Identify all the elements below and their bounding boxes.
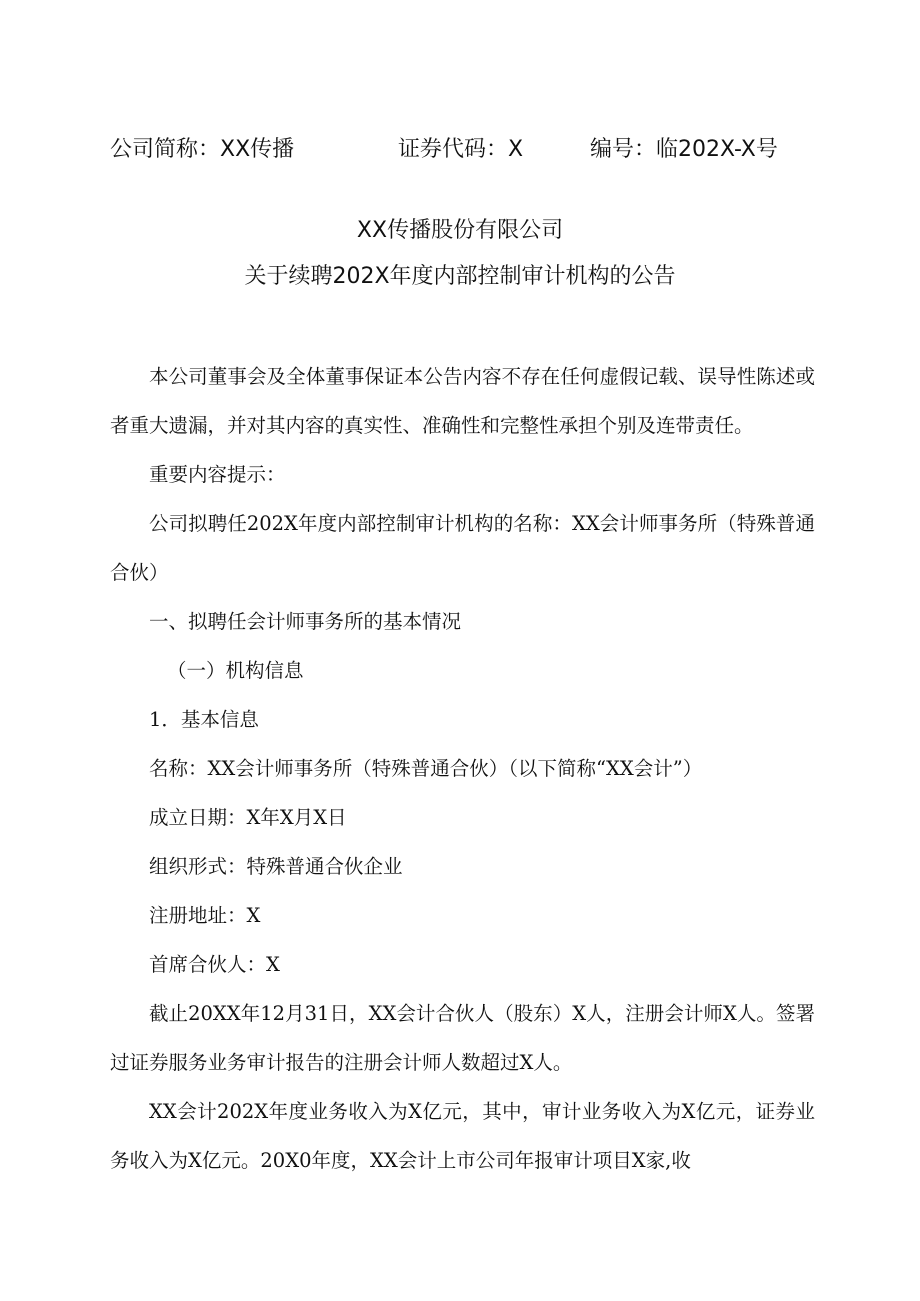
key-point-paragraph: 公司拟聘任202X年度内部控制审计机构的名称：XX会计师事务所（特殊普通合伙） bbox=[110, 512, 815, 584]
document-title-subject: 关于续聘202X年度内部控制审计机构的公告 bbox=[244, 264, 676, 289]
section-1-heading: 一、拟聘任会计师事务所的基本情况 bbox=[149, 610, 462, 633]
document-body bbox=[110, 352, 815, 1185]
document-header bbox=[0, 132, 920, 166]
organization-form-line: 组织形式：特殊普通合伙企业 bbox=[149, 855, 403, 878]
key-points-heading: 重要内容提示： bbox=[149, 463, 286, 486]
firm-name-line: 名称：XX会计师事务所（特殊普通合伙）（以下简称“XX会计”） bbox=[149, 757, 703, 780]
established-date-line: 成立日期：X年X月X日 bbox=[149, 806, 347, 829]
announcement-number: 编号：临202X-X号 bbox=[590, 137, 778, 162]
subsection-1-heading: （一）机构信息 bbox=[167, 659, 304, 682]
company-short-name: 公司简称：XX传播 bbox=[110, 137, 295, 162]
chief-partner-line: 首席合伙人：X bbox=[149, 953, 280, 976]
item-1-heading: 1．基本信息 bbox=[149, 708, 259, 731]
board-statement-paragraph: 本公司董事会及全体董事保证本公告内容不存在任何虚假记载、误导性陈述或者重大遗漏，并对其内容的真实性、准确性和完整性承担个别及连带责任。 bbox=[110, 365, 815, 437]
registered-address-line: 注册地址：X bbox=[149, 904, 261, 927]
document-title-company: XX传播股份有限公司 bbox=[356, 218, 564, 243]
staff-count-paragraph: 截止20XX年12月31日，XX会计合伙人（股东）X人，注册会计师X人。签署过证券服务业务审计报告的注册会计师人数超过X人。 bbox=[110, 1002, 815, 1074]
revenue-paragraph: XX会计202X年度业务收入为X亿元，其中，审计业务收入为X亿元，证券业务收入为X亿元。20X0年度，XX会计上市公司年报审计项目X家,收 bbox=[110, 1100, 815, 1172]
stock-code: 证券代码：X bbox=[398, 137, 524, 162]
